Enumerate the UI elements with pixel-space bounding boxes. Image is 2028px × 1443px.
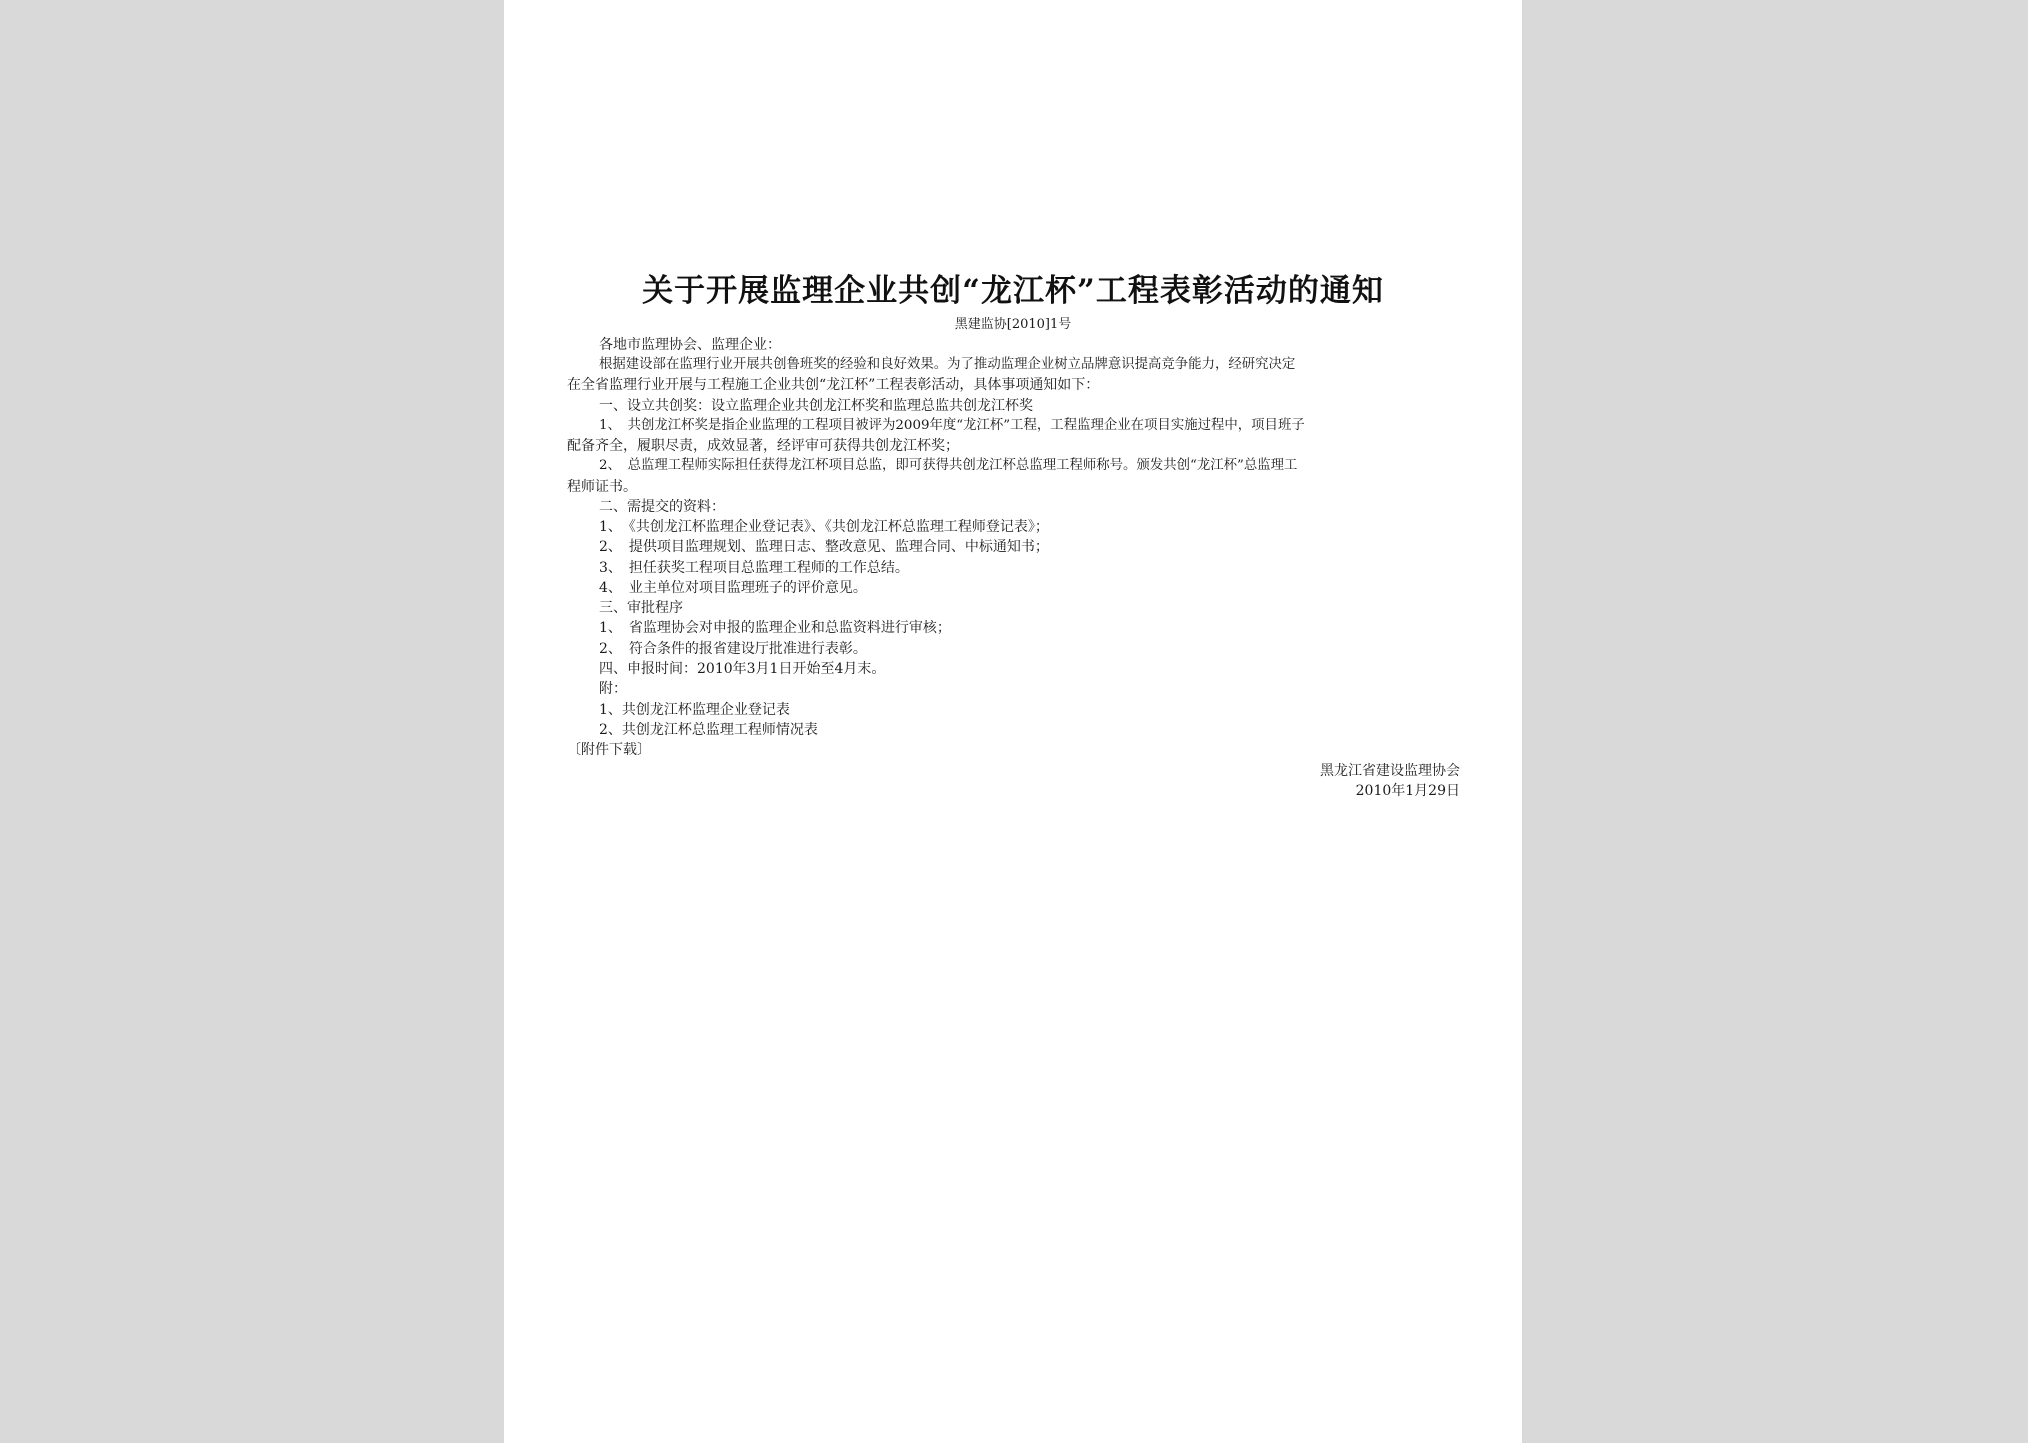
list-item: 1、 省监理协会对申报的监理企业和总监资料进行审核； bbox=[599, 620, 951, 636]
list-item: 2、 符合条件的报省建设厅批准进行表彰。 bbox=[599, 641, 867, 657]
section-heading-3: 三、审批程序 bbox=[599, 600, 683, 616]
list-item: 3、 担任获奖工程项目总监理工程师的工作总结。 bbox=[599, 560, 909, 576]
signature-date: 2010年1月29日 bbox=[1355, 783, 1460, 799]
salutation: 各地市监理协会、监理企业： bbox=[599, 337, 781, 353]
attachment-item: 1、共创龙江杯监理企业登记表 bbox=[599, 702, 790, 718]
body-line: 根据建设部在监理行业开展共创鲁班奖的经验和良好效果。为了推动监理企业树立品牌意识提高竞争能力，经研究决定 bbox=[599, 357, 1296, 372]
body-line: 配备齐全，履职尽责，成效显著，经评审可获得共创龙江杯奖； bbox=[567, 438, 959, 454]
body-line: 1、 共创龙江杯奖是指企业监理的工程项目被评为2009年度“龙江杯”工程，工程监理企业在项目实施过程中，项目班子 bbox=[599, 418, 1305, 433]
list-item: 4、 业主单位对项目监理班子的评价意见。 bbox=[599, 580, 867, 596]
body-line: 在全省监理行业开展与工程施工企业共创“龙江杯”工程表彰活动，具体事项通知如下： bbox=[567, 377, 1100, 393]
document-title: 关于开展监理企业共创“龙江杯”工程表彰活动的通知 bbox=[642, 273, 1384, 309]
body-line: 2、 总监理工程师实际担任获得龙江杯项目总监，即可获得共创龙江杯总监理工程师称号。颁发共创“龙江杯”总监理工 bbox=[599, 458, 1298, 473]
section-heading-1: 一、设立共创奖：设立监理企业共创龙江杯奖和监理总监共创龙江杯奖 bbox=[599, 398, 1033, 414]
list-item: 1、 《共创龙江杯监理企业登记表》、《共创龙江杯总监理工程师登记表》； bbox=[599, 519, 1049, 535]
attachments-heading: 附： bbox=[599, 681, 627, 697]
signature-org: 黑龙江省建设监理协会 bbox=[1320, 763, 1460, 779]
notice-document bbox=[504, 0, 1522, 1443]
section-heading-2: 二、需提交的资料： bbox=[599, 499, 725, 515]
document-number: 黑建监协[2010]1号 bbox=[954, 317, 1072, 332]
document-page bbox=[504, 0, 1522, 1443]
body-line: 程师证书。 bbox=[567, 479, 637, 495]
attachment-download-link[interactable]: 〔附件下载〕 bbox=[567, 742, 651, 758]
attachment-item: 2、共创龙江杯总监理工程师情况表 bbox=[599, 722, 818, 738]
list-item: 2、 提供项目监理规划、监理日志、整改意见、监理合同、中标通知书； bbox=[599, 539, 1049, 555]
section-heading-4: 四、申报时间：2010年3月1日开始至4月末。 bbox=[599, 661, 886, 677]
